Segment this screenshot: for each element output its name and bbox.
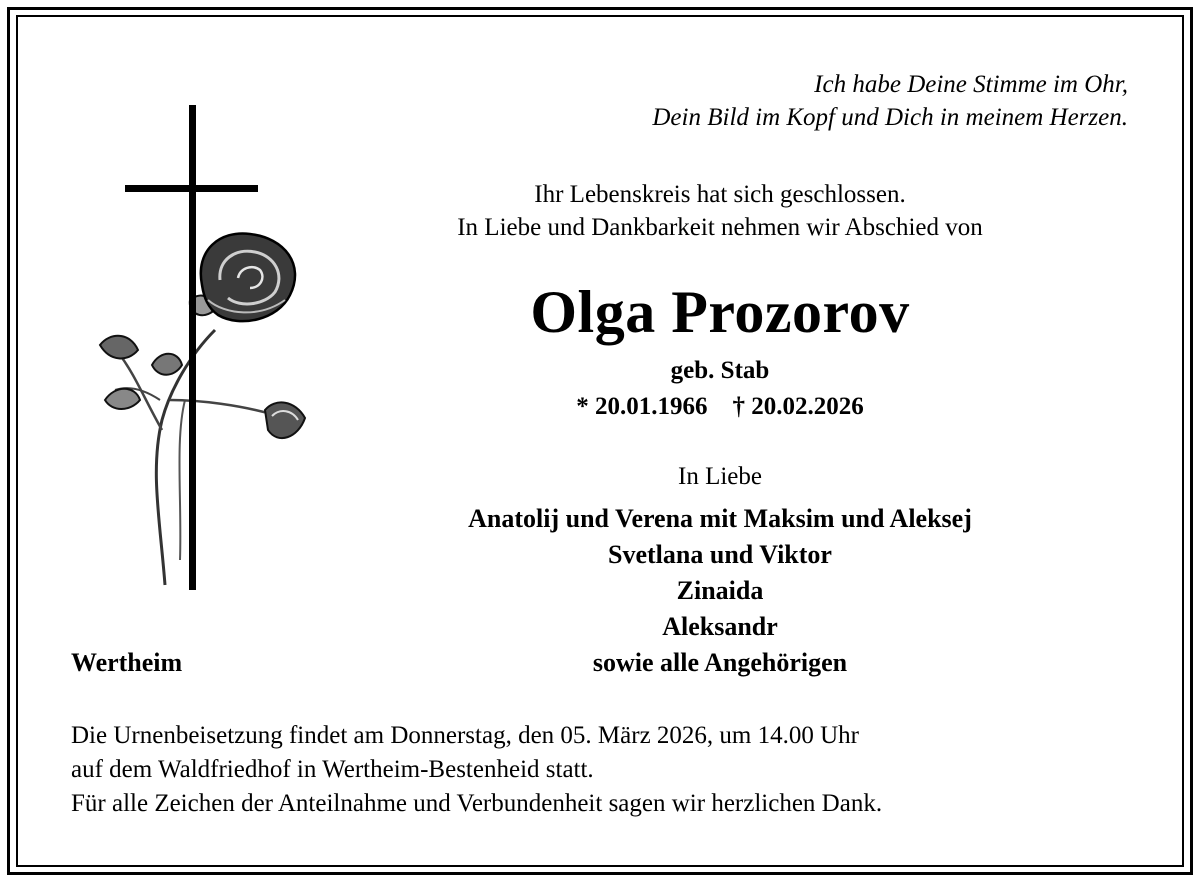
intro-line-1: Ihr Lebenskreis hat sich geschlossen. [534,181,906,208]
life-dates [420,393,1020,421]
birth-date: * 20.01.1966 [576,393,708,420]
notice-line-2: auf dem Waldfriedhof in Wertheim-Bestenheid statt. [71,756,594,783]
notice-line-3: Für alle Zeichen der Anteilnahme und Verbundenheit sagen wir herzlichen Dank. [71,790,883,817]
deceased-name: Olga Prozorov [530,279,910,345]
mourner-line-1: Anatolij und Verena mit Maksim und Aleksej [468,504,972,533]
birth-name: geb. Stab [670,357,770,384]
mourner-line-2: Svetlana und Viktor [608,540,832,569]
place-name: Wertheim [71,648,183,677]
mourner-line-4: Aleksandr [662,612,778,641]
notice-line-1: Die Urnenbeisetzung findet am Donnerstag, den 05. März 2026, um 14.00 Uhr [71,722,860,749]
motto-line-1: Ich habe Deine Stimme im Ohr, [814,71,1128,98]
motto-line-2: Dein Bild im Kopf und Dich in meinem Herzen. [652,104,1128,131]
mourner-line-5: sowie alle Angehörigen [592,648,848,677]
cross-with-rose-icon [90,100,320,595]
intro-line-2: In Liebe und Dankbarkeit nehmen wir Abschied von [457,214,983,241]
mourners-heading: In Liebe [678,463,762,490]
mourner-line-3: Zinaida [676,576,764,605]
death-date: † 20.02.2026 [732,393,864,420]
